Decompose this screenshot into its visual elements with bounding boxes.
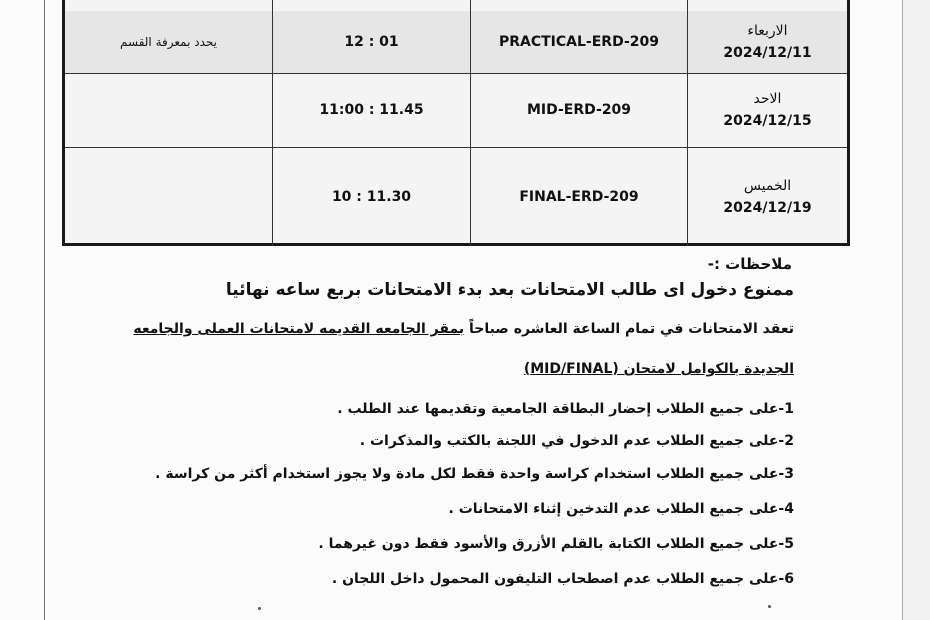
scan-speck xyxy=(258,607,261,610)
rule-item: 4-على جميع الطلاب عدم التدخين إثناء الامتحانات . xyxy=(448,501,794,517)
day-date-cell xyxy=(688,11,847,73)
exam-date: 2024/12/15 xyxy=(723,113,812,129)
page-border-left xyxy=(44,0,45,620)
rule-item: 5-على جميع الطلاب الكتابة بالقلم الأزرق والأسود فقط دون غيرهما . xyxy=(318,536,794,552)
table-row xyxy=(65,11,847,74)
rule-item: 6-على جميع الطلاب عدم اصطحاب التليفون المحمول داخل اللجان . xyxy=(331,571,794,587)
exam-schedule-table xyxy=(62,0,850,246)
exam-code-cell: PRACTICAL-ERD-209 xyxy=(471,11,688,73)
header-cell-day xyxy=(688,0,847,11)
notes-cell xyxy=(65,73,273,147)
time-cell: 12 : 01 xyxy=(273,11,471,73)
time-cell: 10 : 11.30 xyxy=(273,147,471,246)
notes-heading: ملاحظات :- xyxy=(707,255,792,273)
page-border-right xyxy=(902,0,903,620)
table-row xyxy=(65,147,847,246)
header-cell-notes xyxy=(65,0,273,11)
header-cell-time xyxy=(273,0,471,11)
notes-cell: يحدد بمعرفة القسم xyxy=(65,11,273,73)
day-date-cell xyxy=(688,73,847,147)
late-entry-warning: ممنوع دخول اى طالب الامتحانات بعد بدء الامتحانات بربع ساعه نهائيا xyxy=(225,280,794,300)
exam-code-cell: FINAL-ERD-209 xyxy=(471,147,688,246)
day-date-cell xyxy=(688,147,847,246)
rule-item: 2-على جميع الطلاب عدم الدخول في اللجنة بالكتب والمذكرات . xyxy=(359,433,794,449)
scan-speck xyxy=(768,605,771,608)
exam-location-underlined: بمقر الجامعه القديمه لامتحانات العملى والجامعه xyxy=(133,321,465,337)
time-cell: 11:00 : 11.45 xyxy=(273,73,471,147)
table-row xyxy=(65,73,847,148)
notes-cell xyxy=(65,147,273,246)
day-name: الاربعاء xyxy=(747,23,788,39)
header-cell-exam xyxy=(471,0,688,11)
day-name: الاحد xyxy=(753,91,782,107)
paper-background-edge xyxy=(903,0,930,620)
rule-item: 1-على جميع الطلاب إحضار البطاقة الجامعية وتقديمها عند الطلب . xyxy=(337,401,794,417)
rule-item: 3-على جميع الطلاب استخدام كراسة واحدة فقط لكل مادة ولا يجوز استخدام أكثر من كراسة . xyxy=(155,466,794,482)
exam-location-text: تعقد الامتحانات في تمام الساعة العاشره صباحاً xyxy=(464,321,794,337)
exam-date: 2024/12/11 xyxy=(723,45,812,61)
day-name: الخميس xyxy=(743,177,792,194)
exam-code-cell: MID-ERD-209 xyxy=(471,73,688,147)
exam-location-paragraph-continued: الجديدة بالكوامل لامتحان (MID/FINAL) xyxy=(523,361,794,377)
exam-location-paragraph xyxy=(133,321,794,337)
exam-date: 2024/12/19 xyxy=(723,199,812,216)
